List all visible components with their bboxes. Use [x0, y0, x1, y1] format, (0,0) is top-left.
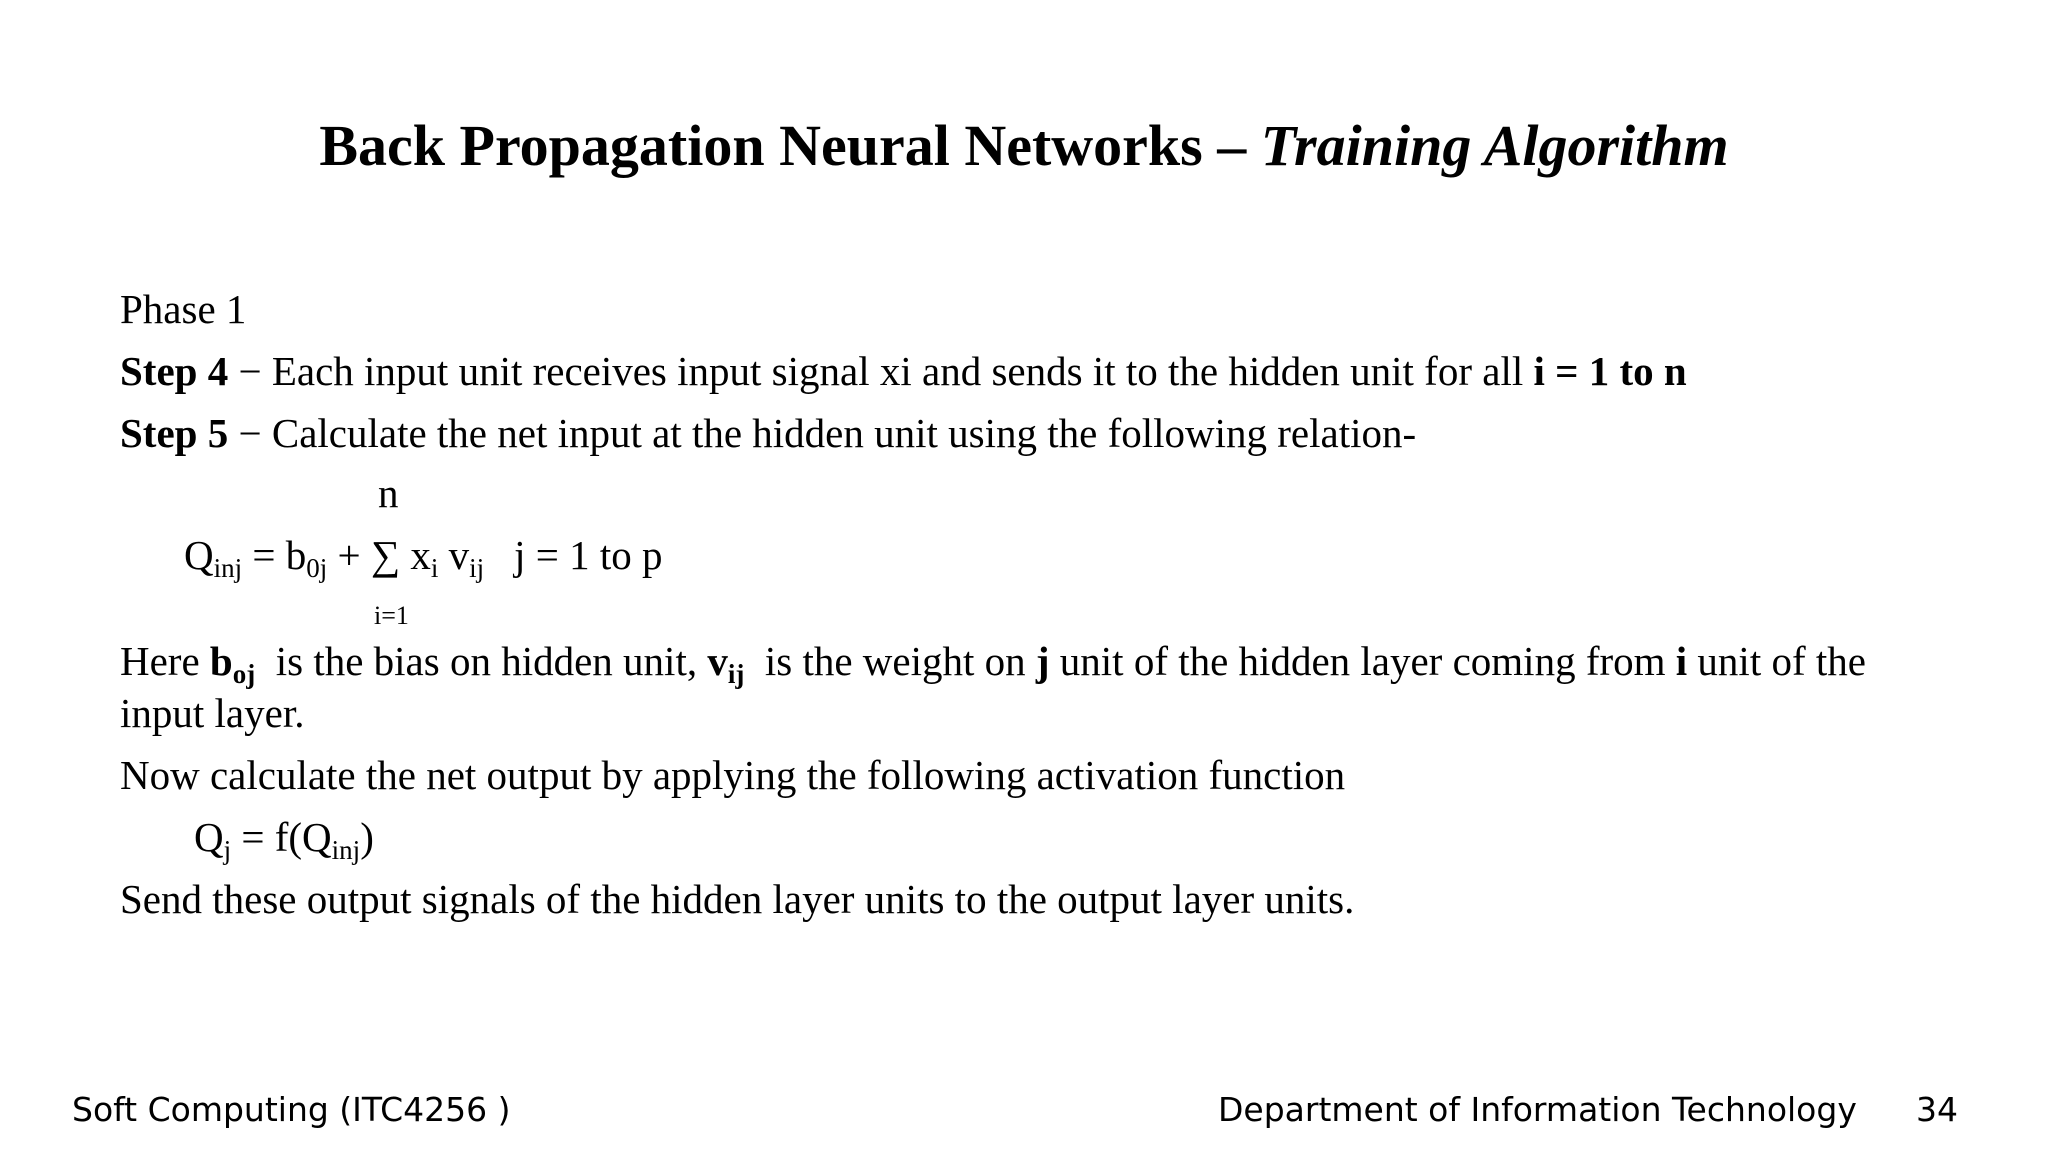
title-main: Back Propagation Neural Networks –: [319, 113, 1261, 178]
eq1-sum: + ∑ x: [327, 532, 431, 578]
footer-department: Department of Information Technology: [1218, 1090, 1857, 1129]
here-i: i: [1675, 638, 1688, 684]
step4-label: Step 4: [120, 348, 229, 394]
here-v-sub: ij: [727, 659, 745, 689]
step5-label: Step 5: [120, 410, 229, 456]
activation-equation: [194, 812, 374, 865]
eq2-q: Q: [194, 814, 224, 860]
sum-upper-limit: n: [378, 470, 399, 516]
eq2-close: ): [360, 814, 374, 860]
slide-title: [0, 112, 2048, 180]
here-b: b: [209, 638, 233, 684]
eq1-b-sub: 0j: [306, 553, 328, 583]
eq1-lhs: Q: [184, 532, 214, 578]
eq2-inner-sub: inj: [331, 835, 361, 865]
eq1-lhs-sub: inj: [213, 553, 243, 583]
step4-line: [120, 346, 1687, 396]
send-line: Send these output signals of the hidden layer units to the output layer units.: [120, 876, 1355, 922]
here-c: is the bias on hidden unit,: [255, 638, 708, 684]
footer-course: Soft Computing (ITC4256 ): [72, 1090, 511, 1129]
step4-text: − Each input unit receives input signal xi and sends it to the hidden unit for all: [228, 348, 1534, 394]
footer-page-number: 34: [1916, 1090, 1958, 1129]
eq1-range: j = 1 to p: [514, 532, 663, 578]
here-e: unit of the hidden layer coming from: [1049, 638, 1676, 684]
eq1-x-sub: i: [430, 553, 439, 583]
here-d: is the weight on: [744, 638, 1036, 684]
here-v: v: [707, 638, 728, 684]
step5-line: [120, 408, 1416, 458]
step5-text: − Calculate the net input at the hidden unit using the following relation-: [228, 410, 1417, 456]
here-j: j: [1035, 638, 1050, 684]
here-f: unit of the: [1687, 638, 1866, 684]
phase-label: Phase 1: [120, 286, 247, 332]
title-italic: Training Algorithm: [1260, 113, 1729, 178]
eq1-v-sub: ij: [469, 553, 485, 583]
now-line: Now calculate the net output by applying the following activation function: [120, 752, 1346, 798]
here-line: [120, 636, 1866, 689]
here-line-2: input layer.: [120, 690, 305, 736]
eq2-mid: = f(Q: [231, 814, 332, 860]
here-b-sub: oj: [232, 659, 256, 689]
eq1-equals-b: = b: [242, 532, 307, 578]
sum-lower-limit: i=1: [374, 601, 409, 630]
eq1-v: v: [438, 532, 470, 578]
eq2-q-sub: j: [223, 835, 232, 865]
net-input-equation: [184, 530, 663, 583]
here-a: Here: [120, 638, 210, 684]
step4-bold-tail: i = 1 to n: [1533, 348, 1687, 394]
